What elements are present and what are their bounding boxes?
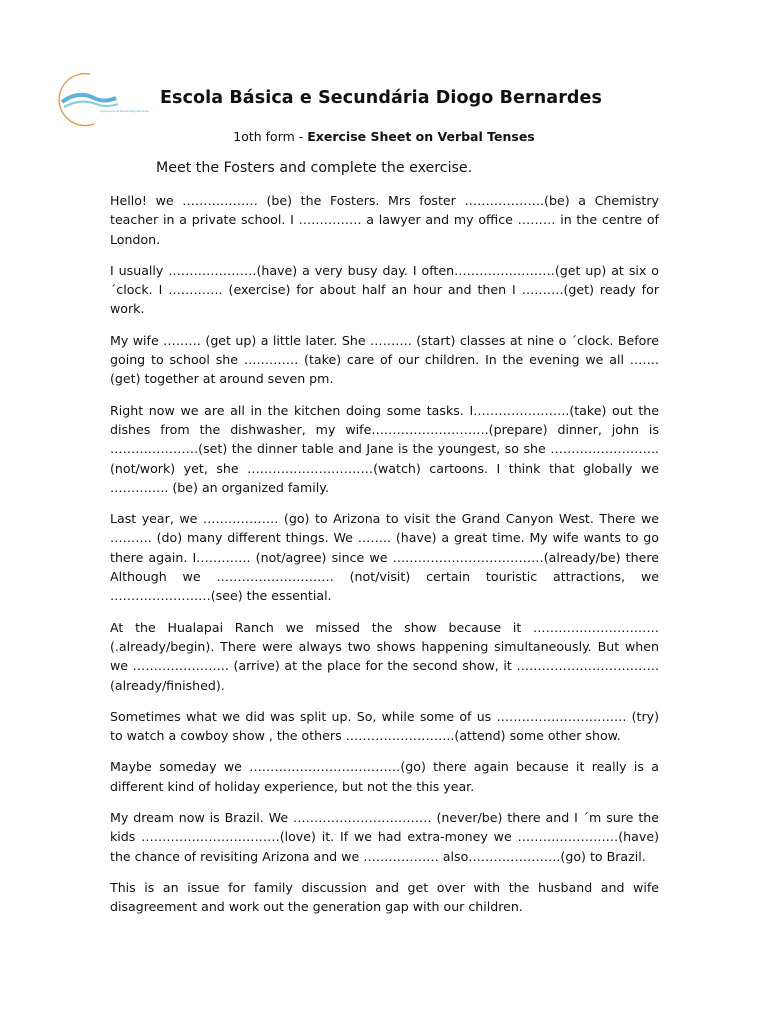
paragraph: My dream now is Brazil. We …………………………… (never/be) there and I ´m sure the kids ……………………………(love) it. If we had extra-money we ……………………(have) the chance of revisiting Arizona and we ……………… also………………….(go) to Brazil. [110, 810, 659, 864]
logo-text: Agrupamento de Escolas Diogo Bernardes [100, 110, 150, 113]
paragraph: This is an issue for family discussion and get over with the husband and wife disagreement and work out the generation gap with our children. [110, 879, 659, 915]
exercise-text [110, 191, 659, 929]
school-logo [54, 72, 150, 126]
paragraph: My wife ……… (get up) a little later. She ………. (start) classes at nine o ´clock. Before going to school she …………. (take) care of our children. In the evening we all ……. (get) together at around seven pm. [110, 332, 659, 387]
paragraph: Sometimes what we did was split up. So, while some of us …………………………. (try) to watch a cowboy show , the others ……………………..(attend) some other show. [110, 708, 659, 744]
paragraph: Right now we are all in the kitchen doing some tasks. I…………………..(take) out the dishes from the dishwasher, my wife……………………….(prepare) dinner, john is …………………(set) the dinner table and Jane is the youngest, so she ……………………..(not/work) yet, she …………………………(watch) cartoons. I think that globally we ………….. (be) an organized family. [110, 402, 659, 495]
sheet-subtitle [0, 129, 768, 144]
subtitle-bold: Exercise Sheet on Verbal Tenses [307, 129, 535, 144]
school-title: Escola Básica e Secundária Diogo Bernardes [160, 88, 603, 108]
subtitle-prefix: 1oth form - [233, 129, 308, 144]
intro-instruction: Meet the Fosters and complete the exercise. [156, 160, 473, 176]
paragraph: Last year, we ……………… (go) to Arizona to visit the Grand Canyon West. There we ………. (do) many different things. We …….. (have) a great time. My wife wants to go there again. I…………. (not/agree) since we ………………………………(already/be) there Although we ………………………. (not/visit) certain touristic attractions, we ……………………(see) the essential. [110, 511, 659, 604]
paragraph: Hello! we ……………… (be) the Fosters. Mrs foster ……………….(be) a Chemistry teacher in a private school. I …………… a lawyer and my office ……… in the centre of London. [110, 193, 659, 247]
paragraph: I usually …………………(have) a very busy day. I often……………………(get up) at six o´clock. I …………. (exercise) for about half an hour and then I ……….(get) ready for work. [110, 262, 659, 317]
paragraph: Maybe someday we ………………………………(go) there again because it really is a different kind of holiday experience, but not the this year. [110, 759, 659, 794]
paragraph: At the Hualapai Ranch we missed the show because it ………………………… (.already/begin). There were always two shows happening simultaneously. But when we ………………….. (arrive) at the place for the second show, it …………………………….(already/finished). [110, 619, 659, 693]
